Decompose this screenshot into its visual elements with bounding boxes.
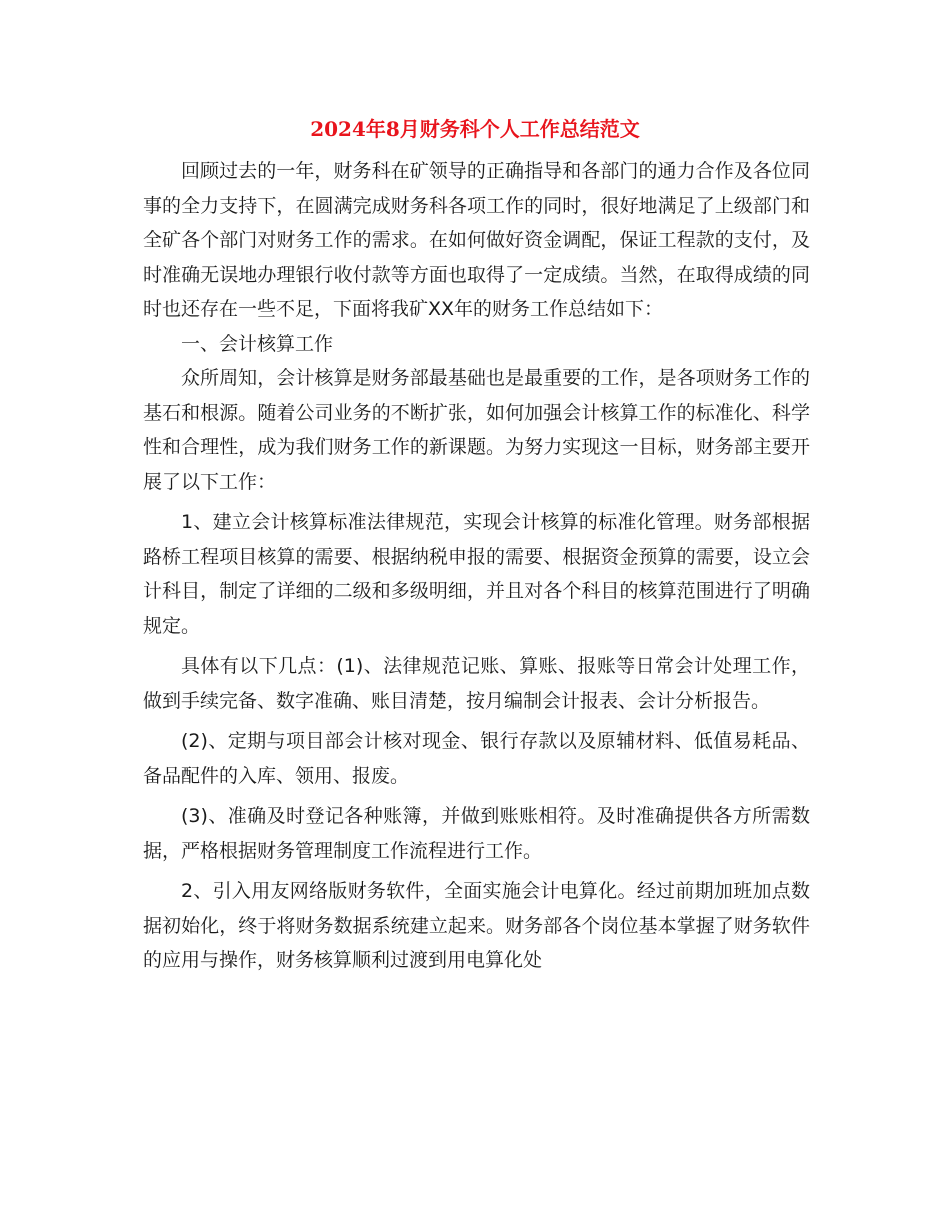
paragraph-details: 具体有以下几点：(1)、法律规范记账、算账、报账等日常会计处理工作，做到手续完备、数字准确、账目清楚，按月编制会计报表、会计分析报告。: [143, 655, 810, 712]
paragraph-item-1: 1、建立会计核算标准法律规范，实现会计核算的标准化管理。财务部根据路桥工程项目核算的需要、根据纳税申报的需要、根据资金预算的需要，设立会计科目，制定了详细的二级和多级明细，并且对各个科目的核算范围进行了明确规定。: [143, 511, 810, 637]
document-title: 2024年8月财务科个人工作总结范文: [310, 117, 640, 141]
paragraph-intro: 回顾过去的一年，财务科在矿领导的正确指导和各部门的通力合作及各位同事的全力支持下，在圆满完成财务科各项工作的同时，很好地满足了上级部门和全矿各个部门对财务工作的需求。在如何做好资金调配，保证工程款的支付，及时准确无误地办理银行收付款等方面也取得了一定成绩。当然，在取得成绩的同时也还存在一些不足，下面将我矿XX年的财务工作总结如下：: [143, 160, 810, 320]
paragraph-item-2: 2、引入用友网络版财务软件，全面实施会计电算化。经过前期加班加点数据初始化，终于将财务数据系统建立起来。财务部各个岗位基本掌握了财务软件的应用与操作，财务核算顺利过渡到用电算化处: [143, 880, 810, 971]
paragraph-point-2: (2)、定期与项目部会计核对现金、银行存款以及原辅材料、低值易耗品、备品配件的入库、领用、报废。: [143, 730, 810, 787]
paragraph-accounting-overview: 众所周知，会计核算是财务部最基础也是最重要的工作，是各项财务工作的基石和根源。随着公司业务的不断扩张，如何加强会计核算工作的标准化、科学性和合理性，成为我们财务工作的新课题。为努力实现这一目标，财务部主要开展了以下工作：: [143, 367, 810, 493]
document-body: [143, 154, 810, 978]
paragraph-point-3: (3)、准确及时登记各种账簿，并做到账账相符。及时准确提供各方所需数据，严格根据财务管理制度工作流程进行工作。: [143, 805, 810, 862]
section-heading-accounting: 一、会计核算工作: [181, 332, 334, 355]
